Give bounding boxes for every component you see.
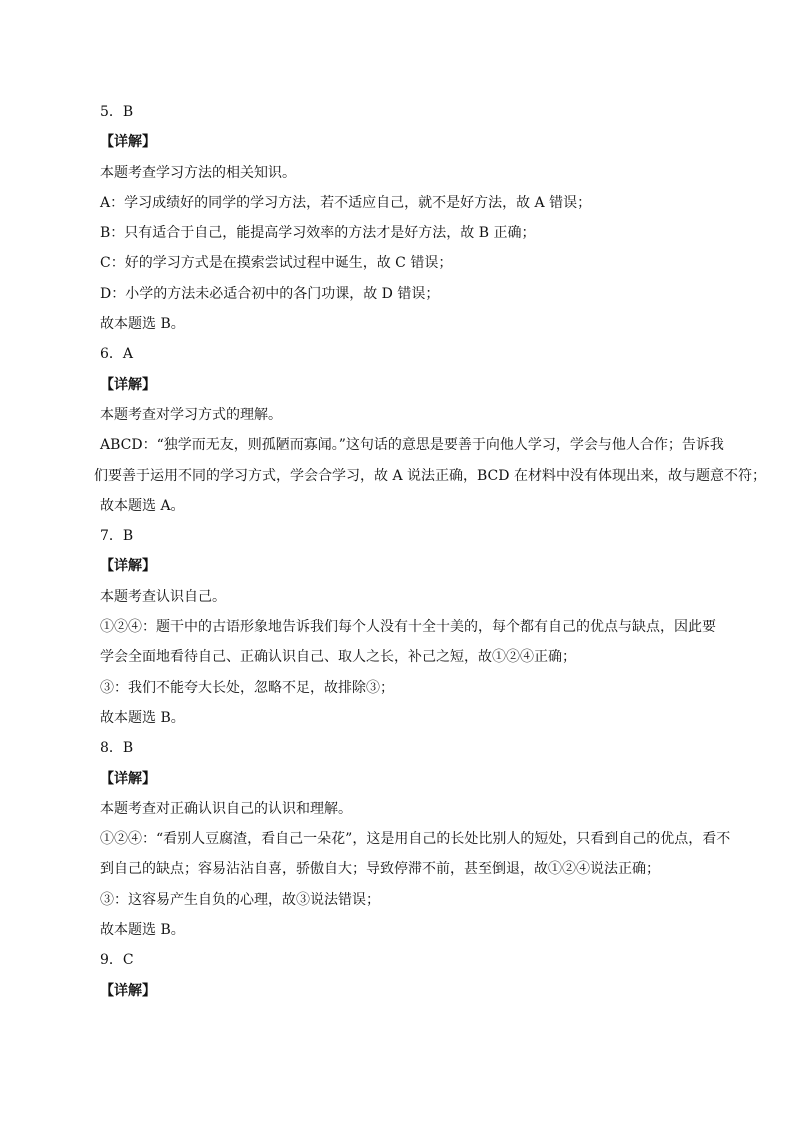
section-heading: 【详解】 — [100, 770, 156, 787]
section-heading: 【详解】 — [100, 982, 156, 999]
conclusion-line: 故本题选 B。 — [100, 922, 185, 939]
answer-number: 8．B — [100, 740, 134, 757]
explanation-line-continued: 们要善于运用不同的学习方式，学会合学习，故 A 说法正确，BCD 在材料中没有体现出来，故与题意不符； — [94, 467, 766, 484]
explanation-line: C：好的学习方式是在摸索尝试过程中诞生，故 C 错误； — [100, 255, 453, 272]
conclusion-line: 故本题选 B。 — [100, 709, 185, 726]
explanation-line: 本题考查认识自己。 — [100, 588, 226, 605]
conclusion-line: 故本题选 A。 — [100, 497, 185, 514]
explanation-line: 本题考查对学习方式的理解。 — [100, 406, 282, 423]
explanation-line: B：只有适合于自己，能提高学习效率的方法才是好方法，故 B 正确； — [100, 225, 536, 242]
section-heading: 【详解】 — [100, 134, 156, 151]
explanation-line: A：学习成绩好的同学的学习方法，若不适应自己，就不是好方法，故 A 错误； — [100, 194, 592, 211]
section-heading: 【详解】 — [100, 558, 156, 575]
answer-explanations — [94, 101, 766, 1010]
answer-number: 7．B — [100, 528, 134, 545]
conclusion-line: 故本题选 B。 — [100, 316, 185, 333]
explanation-line: 本题考查对正确认识自己的认识和理解。 — [100, 800, 352, 817]
explanation-line-continued: 到自己的缺点；容易沾沾自喜，骄傲自大；导致停滞不前，甚至倒退，故①②④说法正确； — [100, 861, 660, 878]
answer-number: 9．C — [100, 952, 134, 969]
explanation-line: ③：我们不能夸大长处，忽略不足，故排除③； — [100, 679, 394, 696]
explanation-line: ①②④：“看别人豆腐渣，看自己一朵花”，这是用自己的长处比别人的短处，只看到自己的优点，看不 — [100, 831, 731, 848]
section-heading: 【详解】 — [100, 376, 156, 393]
explanation-line: 本题考查学习方法的相关知识。 — [100, 164, 296, 181]
explanation-line: ③：这容易产生自负的心理，故③说法错误； — [100, 891, 380, 908]
answer-number: 6．A — [100, 346, 134, 363]
explanation-line-continued: 学会全面地看待自己、正确认识自己、取人之长，补己之短，故①②④正确； — [100, 649, 576, 666]
answer-number: 5．B — [100, 104, 134, 120]
explanation-line: D：小学的方法未必适合初中的各门功课，故 D 错误； — [100, 285, 440, 302]
explanation-line: ①②④：题干中的古语形象地告诉我们每个人没有十全十美的，每个都有自己的优点与缺点，因此要 — [100, 619, 716, 636]
explanation-line: ABCD：“独学而无友，则孤陋而寡闻。”这句话的意思是要善于向他人学习，学会与他人合作；告诉我 — [100, 437, 724, 454]
